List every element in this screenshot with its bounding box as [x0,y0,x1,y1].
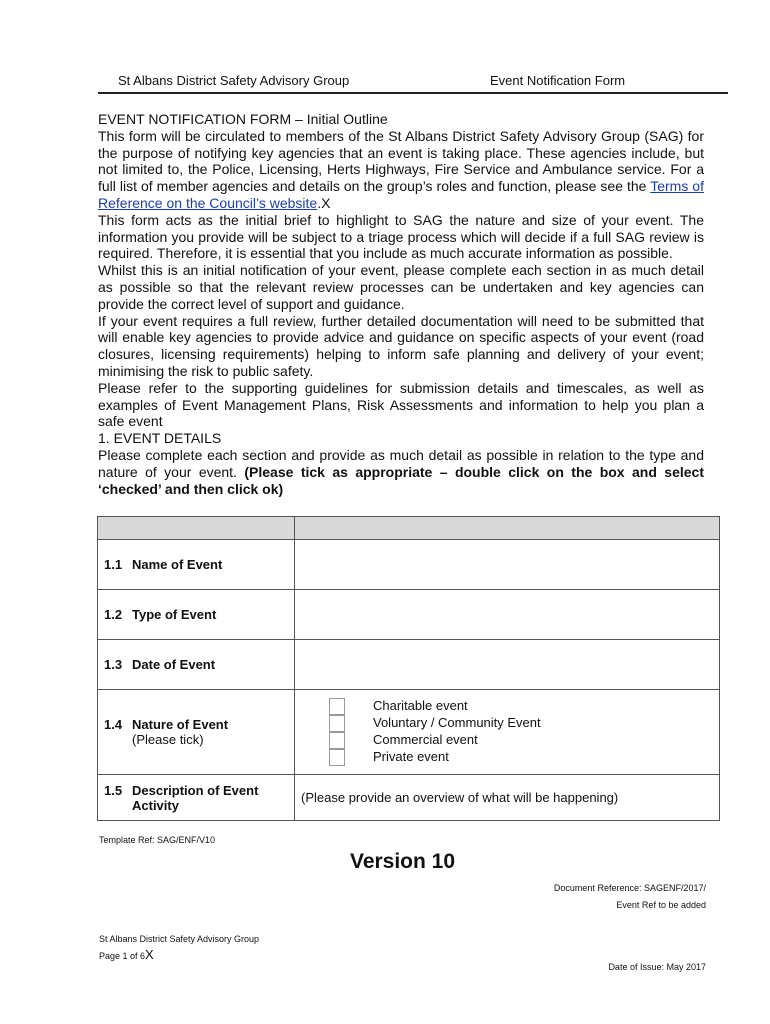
row-number: 1.4 [104,717,123,732]
doc-ref-text: Document Reference: SAGENF/2017/ [553,883,706,893]
form-title: EVENT NOTIFICATION FORM – Initial Outline [98,111,388,127]
document-reference [554,880,706,914]
table-header-row [98,517,720,540]
row-label [98,590,295,640]
intro-text-span: This form will be circulated to members of the St Albans District Safety Advisory Group (SAG) for the purpose of notifying key agencies that an event is taking place. These agencies include, but not limited to, the Police, Licensing, Herts Highways, Fire Service and Ambulance service. For a full list of member agencies and details on the group’s roles and function, please see the [98,127,704,195]
option-label: Commercial event [373,732,478,747]
row-label [98,690,295,775]
event-ref-text: Event Ref to be added [616,900,706,910]
row-label-text: Nature of Event [132,717,229,732]
header-cell [295,517,720,540]
page-number-text: Page 1 of 6 [99,951,146,961]
page-mark: X [145,947,154,962]
event-details-table [97,516,720,821]
event-name-field[interactable] [295,540,720,590]
intro-paragraph-5: Please refer to the supporting guidelines for submission details and timescales, as well as examples of Event Management Plans, Risk Assessments and information to help you plan a safe event [98,379,704,430]
header-cell [98,517,295,540]
row-number: 1.5 [104,782,123,798]
instructions-text: Please complete each section and provide as much detail as possible in relation to the type and nature of your event. [98,446,704,480]
row-label [98,640,295,690]
version-title: Version 10 [349,850,456,873]
event-description-field[interactable]: (Please provide an overview of what will be happening) [295,775,720,821]
row-number: 1.3 [104,657,123,672]
row-label-text: Description of Event [132,782,259,798]
option-charitable [301,698,719,715]
header-form-name: Event Notification Form [490,73,626,88]
instructions [98,447,704,497]
row-label-text: Type of Event [132,607,217,622]
row-label [98,775,295,821]
row-label-text: Date of Event [132,657,216,672]
terms-of-reference-link[interactable]: Terms of Reference on the Council’s website [98,178,704,211]
checkbox-commercial[interactable] [329,732,345,749]
table-row [98,775,720,821]
intro-paragraph-3: Whilst this is an initial notification of your event, please complete each section in as much detail as possible so that the relevant review processes can be undertaken and key agencies can provide the correct level of support and guidance. [98,262,704,312]
event-type-field[interactable] [295,590,720,640]
section-title: 1. EVENT DETAILS [98,430,222,447]
option-commercial [301,732,719,749]
page-header [98,72,728,94]
checkbox-voluntary[interactable] [329,715,345,732]
intro-paragraph-1 [98,128,704,212]
option-label: Private event [373,749,449,764]
intro-paragraph-4: If your event requires a full review, further detailed documentation will need to be submitted that will enable key agencies to provide advice and guidance on specific aspects of your event (road closures, licensing requirements) helping to inform safe planning and delivery of your event; minimising the risk to public safety. [98,312,704,379]
nature-of-event-options [295,690,720,775]
table-row [98,690,720,775]
table-row [98,540,720,590]
intro-text-span: .X [317,194,331,211]
row-label-sub: Activity [132,797,179,813]
row-label-text: Name of Event [132,557,223,572]
option-label: Charitable event [373,698,468,713]
template-ref: Template Ref: SAG/ENF/V10 [99,835,216,845]
row-label-sub: (Please tick) [132,732,204,747]
event-date-field[interactable] [295,640,720,690]
issue-date: Date of Issue: May 2017 [608,962,706,972]
table-row [98,640,720,690]
row-number: 1.1 [104,557,123,572]
table-row [98,590,720,640]
option-voluntary [301,715,719,732]
intro-paragraph-2: This form acts as the initial brief to highlight to SAG the nature and size of your event. The information you provide will be subject to a triage process which will decide if a full SAG review is required. Therefore, it is essential that you include as much accurate information as possible. [98,211,704,262]
instructions-bold: (Please tick as appropriate – double click on the box and select ‘checked’ and then click ok) [98,463,704,497]
checkbox-charitable[interactable] [329,698,345,715]
intro-text [98,111,704,497]
row-label [98,540,295,590]
checkbox-private[interactable] [329,749,345,766]
option-label: Voluntary / Community Event [373,715,541,730]
option-private [301,749,719,766]
page-number [99,947,154,962]
header-org: St Albans District Safety Advisory Group [118,73,350,88]
row-number: 1.2 [104,607,123,622]
footer-org: St Albans District Safety Advisory Group [99,934,260,944]
